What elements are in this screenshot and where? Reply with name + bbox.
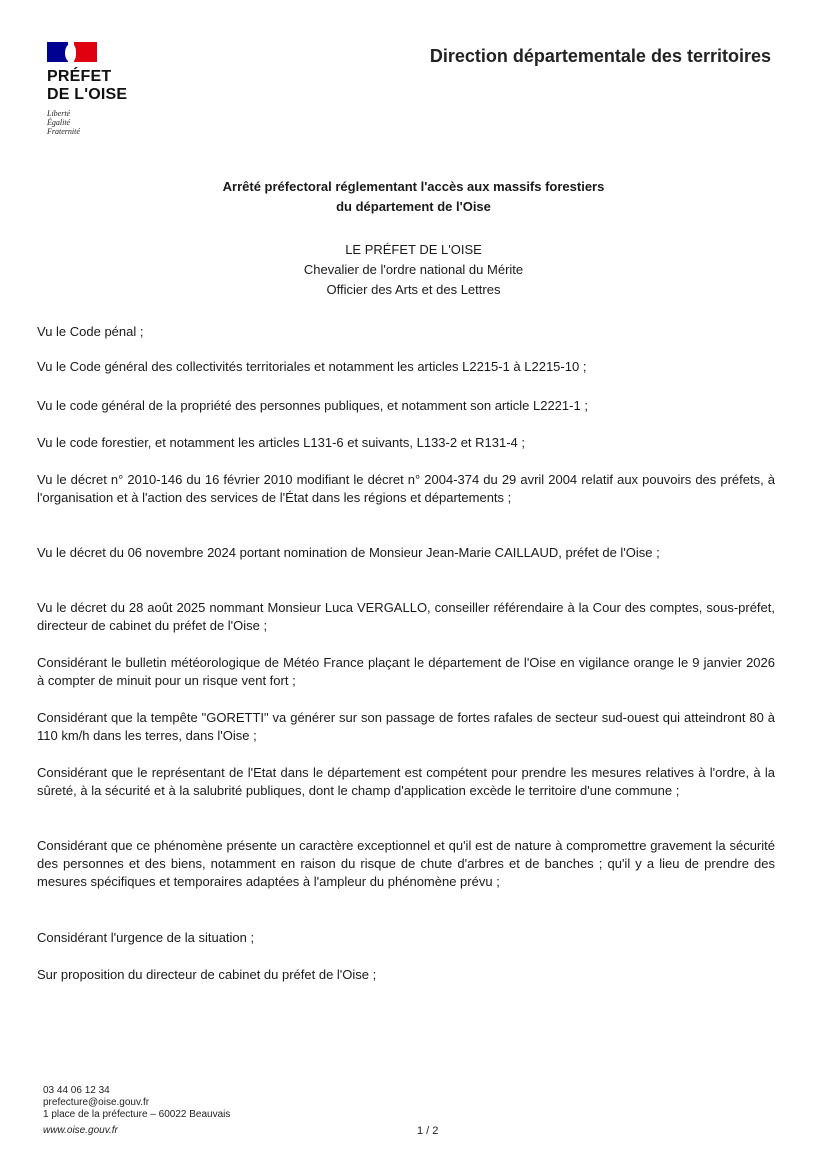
footer-website: www.oise.gouv.fr: [43, 1125, 118, 1136]
paragraph-urgence: Considérant l'urgence de la situation ;: [37, 930, 255, 945]
logo-line-2: DE L'OISE: [47, 86, 128, 103]
paragraph-decret-2010: Vu le décret n° 2010-146 du 16 février 2010 modifiant le décret n° 2004-374 du 29 avril 2004 relatif aux pouvoirs des préfets, à l'organisation et à l'action des services de l'État dans les régions et départements ;: [37, 472, 775, 505]
paragraph-cgct: Vu le Code général des collectivités territoriales et notamment les articles L2215-1 à L2215-10 ;: [37, 359, 587, 374]
prefect-honor-1: Chevalier de l'ordre national du Mérite: [303, 262, 524, 277]
prefecture-logo: [47, 42, 167, 136]
motto-liberte: Liberté: [47, 109, 71, 118]
department-title: Direction départementale des territoires: [429, 46, 771, 66]
prefect-name: LE PRÉFET DE L'OISE: [345, 242, 482, 257]
paragraph-code-forestier: Vu le code forestier, et notamment les articles L131-6 et suivants, L133-2 et R131-4 ;: [37, 435, 526, 450]
marianne-flag-icon: [47, 42, 97, 62]
paragraph-tempete: Considérant que la tempête "GORETTI" va générer sur son passage de fortes rafales de secteur sud-ouest qui atteindront 80 à 110 km/h dans les terres, dans l'Oise ;: [37, 710, 775, 743]
paragraph-proposition: Sur proposition du directeur de cabinet du préfet de l'Oise ;: [37, 967, 377, 982]
paragraph-decret-prefet: Vu le décret du 06 novembre 2024 portant nomination de Monsieur Jean-Marie CAILLAUD, préfet de l'Oise ;: [37, 545, 660, 560]
paragraph-competence: Considérant que le représentant de l'Etat dans le département est compétent pour prendre les mesures relatives à l'ordre, à la sûreté, à la sécurité et à la salubrité publiques, dont le champ d'application excède le territoire d'une commune ;: [37, 765, 775, 798]
paragraph-decret-cabinet: Vu le décret du 28 août 2025 nommant Monsieur Luca VERGALLO, conseiller référendaire à la Cour des comptes, sous-préfet, directeur de cabinet du préfet de l'Oise ;: [37, 600, 775, 633]
prefect-honor-2: Officier des Arts et des Lettres: [326, 282, 501, 297]
motto-egalite: Égalité: [47, 118, 71, 127]
paragraph-phenomene: Considérant que ce phénomène présente un caractère exceptionnel et qu'il est de nature à compromettre gravement la sécurité des personnes et des biens, notamment en raison du risque de chute d'arbres et de banches ; qu'il y a lieu de prendre des mesures spécifiques et temporaires adaptées à l'ampleur du phénomène prévu ;: [37, 838, 775, 889]
decree-title-line-1: Arrêté préfectoral réglementant l'accès aux massifs forestiers: [222, 179, 605, 194]
paragraph-cgppp: Vu le code général de la propriété des personnes publiques, et notamment son article L2221-1 ;: [37, 398, 588, 413]
footer-address: 1 place de la préfecture – 60022 Beauvais: [43, 1109, 231, 1120]
logo-line-1: PRÉFET: [47, 68, 112, 85]
decree-title-line-2: du département de l'Oise: [336, 199, 491, 214]
page-number: 1 / 2: [417, 1125, 439, 1137]
paragraph-meteo: Considérant le bulletin météorologique de Météo France plaçant le département de l'Oise en vigilance orange le 9 janvier 2026 à compter de minuit pour un risque vent fort ;: [37, 655, 775, 688]
footer-phone: 03 44 06 12 34: [43, 1085, 110, 1096]
motto-fraternite: Fraternité: [47, 127, 80, 136]
paragraph-code-penal: Vu le Code pénal ;: [37, 324, 144, 339]
republic-motto: [47, 109, 167, 136]
footer-email: prefecture@oise.gouv.fr: [43, 1097, 150, 1108]
